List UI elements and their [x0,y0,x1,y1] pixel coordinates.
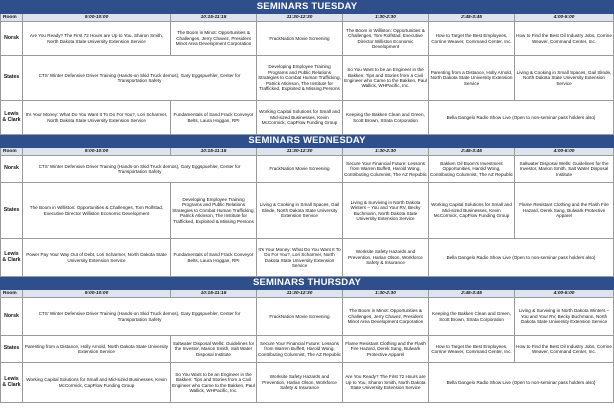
session-cell: So You Want to be an Engineer in the Bakken: Tips and Stories from a Civil Engineer who Came to the Bakken, Paul Wallick, WHPacific, Inc. [343,56,429,101]
header-slot-2: 10:15-11:15 [171,290,257,298]
room-row-states [1,336,614,363]
session-cell: The Boom in Williston: Opportunities & Challenges, Tom Rolfstad, Executive Director Williston Economic Development [343,22,429,56]
session-cell: Developing Employee Training Programs and Public Relations Strategies to Combat Human Trafficking, Patrick Atkinson, The Institute for Trafficked, Exploited & Missing Persons [257,56,343,101]
session-cell: Are You Ready? The First 72 Hours are Up to You, Sharon Smith, North Dakota State University Extension Service [23,22,171,56]
session-cell: Worksite Safety Hazards and Prevention, Harlan Olson, Workforce Safety & Insurance [257,363,343,403]
session-cell: Flame Resistant Clothing and the Flash Fire Hazard, Derek Sang, Bulwark Protective Apparel [515,183,614,239]
session-cell: Parenting from a Distance, Holly Arnold, North Dakota State University Extension Service [429,56,515,101]
session-cell: How to Find the Best Oil Industry Jobs, Corrine Weaver, Command Center, Inc. [515,22,614,56]
session-cell: FrackNation Movie Screening [257,156,343,183]
session-cell: Working Capital Solutions for Small and Mid-sized Businesses, Kevin McCormick, CapFlow Funding Group [23,363,171,403]
session-cell: The Boom in Minot: Opportunities & Challenges, Jerry Chavez, President Minot Area Development Corporation [343,298,429,336]
session-cell: Flame Resistant Clothing and the Flash Fire Hazard, Derek Sang, Bulwark Protective Apparel [343,336,429,363]
header-room: Room [1,290,23,298]
section-title: SEMINARS WEDNESDAY [1,135,614,148]
header-slot-6: 4:00-5:00 [515,14,614,22]
section-banner-thursday [1,277,614,290]
room-label: States [1,56,23,101]
session-cell: It's Your Money: What Do You Want It To Do For You?, Lori Scharmer, North Dakota State University Extension Service [23,101,171,135]
header-slot-4: 1:30-2:30 [343,14,429,22]
session-cell: Are You Ready? The First 72 Hours are Up to You, Sharon Smith, North Dakota State University Extension Service [343,363,429,403]
session-cell: Working Capital Solutions for Small and Mid-sized Businesses, Kevin McCormick, CapFlow Funding Group [257,101,343,135]
room-row-norsk [1,156,614,183]
room-row-norsk [1,298,614,336]
header-room: Room [1,148,23,156]
session-cell: Parenting from a Distance, Holly Arnold, North Dakota State University Extension Service [23,336,171,363]
section-banner-tuesday [1,1,614,14]
room-label: Lewis & Clark [1,101,23,135]
header-slot-6: 4:00-5:00 [515,290,614,298]
session-cell: CTS' Winter Defensive Driver Training (Hands-on Skid Truck demos), Gary Eggspuehler, Center for Transportation Safety [23,156,257,183]
header-slot-1: 9:00-10:00 [23,148,171,156]
header-row [1,290,614,298]
header-slot-4: 1:30-2:30 [343,148,429,156]
room-row-lewis-clark [1,101,614,135]
room-label: Lewis & Clark [1,239,23,277]
section-title: SEMINARS TUESDAY [1,1,614,14]
room-label: States [1,336,23,363]
session-cell: Worksite Safety Hazards and Prevention, Harlan Olson, Workforce Safety & Insurance [343,239,429,277]
session-cell: CTS' Winter Defensive Driver Training (Hands-on Skid Truck demos), Gary Eggspuehler, Center for Transportation Safety [23,56,257,101]
session-cell: FrackNation Movie Screening [257,298,343,336]
room-row-lewis-clark [1,363,614,403]
header-slot-5: 2:45-3:45 [429,14,515,22]
session-cell: So You Want to be an Engineer in the Bakken: Tips and Stories from a Civil Engineer who Came to the Bakken, Paul Wallick, WHPacific, Inc. [171,363,257,403]
session-cell: Secure Your Financial Future: Lessons from Warren Buffett, Harold Wong, Contributing Columnist, The AZ Republic [257,336,343,363]
section-title: SEMINARS THURSDAY [1,277,614,290]
room-row-lewis-clark [1,239,614,277]
room-label: Lewis & Clark [1,363,23,403]
header-slot-2: 10:15-11:15 [171,14,257,22]
session-cell: It's Your Money: What Do You Want It To Do For You?, Lori Scharmer, North Dakota State University Extension Service [257,239,343,277]
session-cell: Secure Your Financial Future: Lessons from Warren Buffett, Harold Wong, Contributing Columnist, The AZ Republic [343,156,429,183]
session-cell: The Boom in Minot: Opportunities & Challenges, Jerry Chavez, President Minot Area Development Corporation [171,22,257,56]
session-cell: FrackNation Movie Screening [257,22,343,56]
room-label: Norsk [1,298,23,336]
session-cell: Living & Surviving in North Dakota Winters – You and Your RV, Becky Buchmann, North Dakota State University Extension Service [343,183,429,239]
session-cell: Bella Dangelo Radio Show Live (Open to non-seminar pass holders also) [429,101,614,135]
header-slot-6: 4:00-5:00 [515,148,614,156]
session-cell: Fundamentals of Sand Frack Conveyor Belts, Laura Hoggan, RPI [171,101,257,135]
session-cell: Fundamentals of Sand Frack Conveyor Belts, Laura Hoggan, RPI [171,239,257,277]
header-slot-3: 11:30-12:30 [257,290,343,298]
session-cell: How to Find the Best Oil Industry Jobs, Corrine Weaver, Command Center, Inc. [515,336,614,363]
room-row-states [1,183,614,239]
session-cell: Bella Dangelo Radio Show Live (Open to non-seminar pass holders also) [429,239,614,277]
room-label: States [1,183,23,239]
header-slot-1: 9:00-10:00 [23,14,171,22]
session-cell: How to Target the Best Employees, Corrine Weaver, Command Center, Inc. [429,336,515,363]
header-slot-3: 11:30-12:30 [257,148,343,156]
header-slot-2: 10:15-11:15 [171,148,257,156]
room-label: Norsk [1,156,23,183]
session-cell: Saltwater Disposal Wells: Guidelines for the Investor, Marion Smith, Salt Water Disposal Institute [515,156,614,183]
header-slot-4: 1:30-2:30 [343,290,429,298]
session-cell: Developing Employee Training Programs and Public Relations Strategies to Combat Human Trafficking, Patrick Atkinson, The Institute for Trafficked, Exploited & Missing Persons [171,183,257,239]
section-banner-wednesday [1,135,614,148]
header-slot-5: 2:45-3:45 [429,290,515,298]
session-cell: Living & Cooking in Small Spaces, Gail Slinde, North Dakota State University Extension Service [257,183,343,239]
session-cell: Living & Surviving in North Dakota Winters – You and Your RV, Becky Buchmann, North Dakota State University Extension Service [515,298,614,336]
header-row [1,14,614,22]
room-row-norsk [1,22,614,56]
session-cell: Keeping the Bakken Clean and Green, Scott Brown, Strata Corporation [343,101,429,135]
session-cell: CTS' Winter Defensive Driver Training (Hands-on Skid Truck demos), Gary Eggspuehler, Center for Transportation Safety [23,298,257,336]
header-slot-1: 9:00-10:00 [23,290,171,298]
room-row-states [1,56,614,101]
session-cell: Power Pay Your Way Out of Debt, Lori Scharmer, North Dakota State University Extension Service [23,239,171,277]
session-cell: Working Capital Solutions for Small and Mid-sized Businesses, Kevin McCormick, CapFlow Funding Group [429,183,515,239]
session-cell: How to Target the Best Employees, Corrine Weaver, Command Center, Inc. [429,22,515,56]
header-slot-3: 11:30-12:30 [257,14,343,22]
session-cell: Bakken Oil Boom's Investment Opportunities, Harold Wong, Contributing Columnist, The AZ Republic [429,156,515,183]
session-cell: Keeping the Bakken Clean and Green, Scott Brown, Strata Corporation [429,298,515,336]
session-cell: The Boom in Williston: Opportunities & Challenges, Tom Rolfstad, Executive Director Williston Economic Development [23,183,171,239]
header-room: Room [1,14,23,22]
session-cell: Living & Cooking in Small Spaces, Gail Slinde, North Dakota State University Extension Service [515,56,614,101]
header-slot-5: 2:45-3:45 [429,148,515,156]
header-row [1,148,614,156]
session-cell: Bella Dangelo Radio Show Live (Open to non-seminar pass holders also) [429,363,614,403]
room-label: Norsk [1,22,23,56]
session-cell: Saltwater Disposal Wells: Guidelines for the Investor, Marion Smith, Salt Water Disposal Institute [171,336,257,363]
